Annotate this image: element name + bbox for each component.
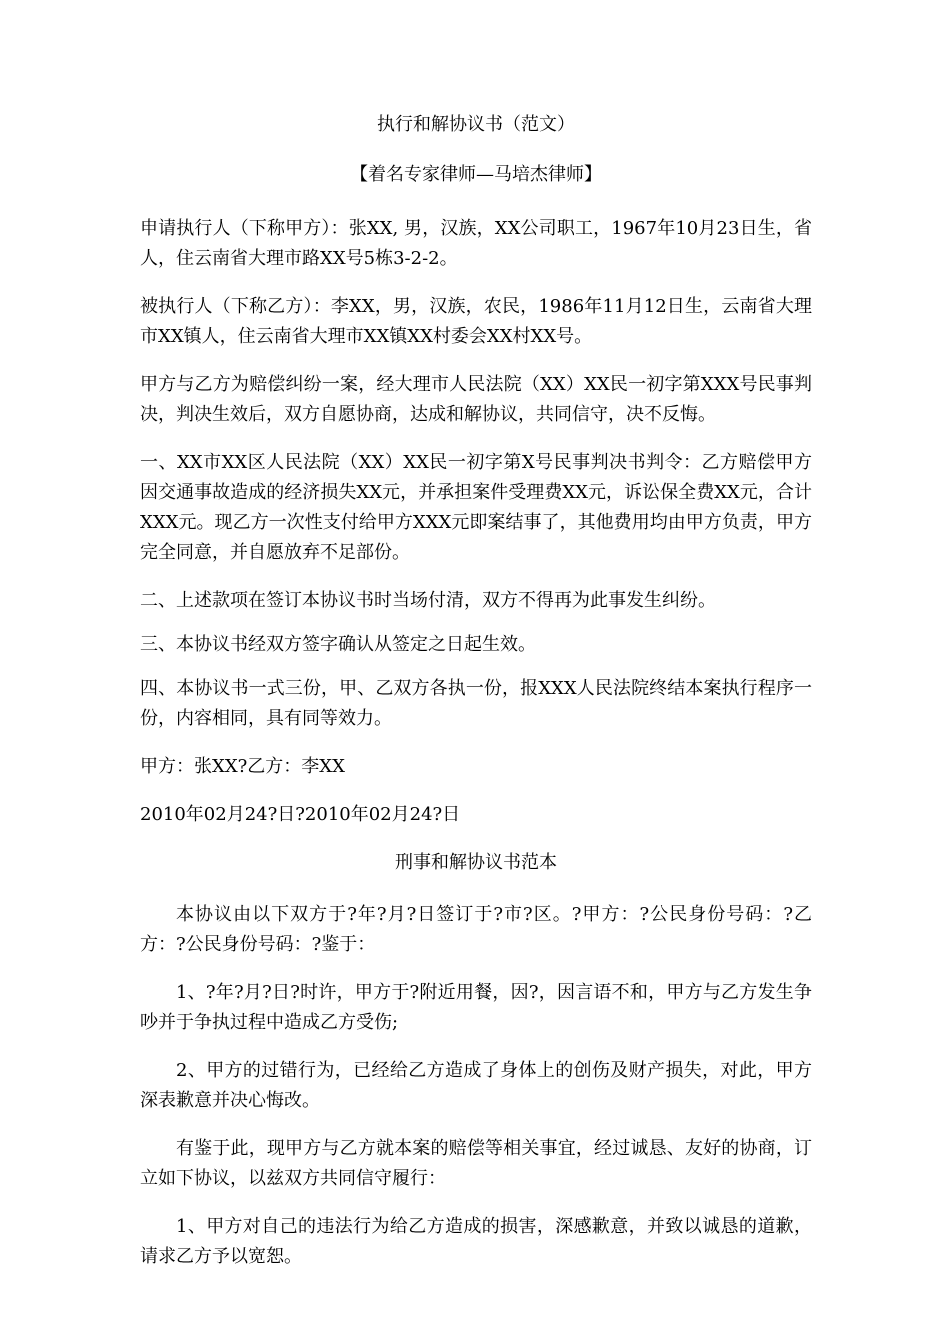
recital-2-paragraph: 2、甲方的过错行为，已经给乙方造成了身体上的创伤及财产损失，对此，甲方深表歉意并决心悔改。 [140, 1060, 812, 1111]
second-document-title: 刑事和解协议书范本 [395, 852, 557, 873]
party-a-paragraph: 申请执行人（下称甲方）：张XX, 男，汉族，XX公司职工，1967年10月23日生，省人，住云南省大理市路XX号5栋3-2-2。 [140, 218, 812, 269]
second-intro-paragraph: 本协议由以下双方于?年?月?日签订于?市?区。?甲方：?公民身份号码：?乙方：?公民身份号码：?鉴于： [140, 904, 812, 955]
clause-2-paragraph: 二、上述款项在签订本协议书时当场付清，双方不得再为此事发生纠纷。 [140, 590, 716, 611]
dates-line: 2010年02月24?日?2010年02月24?日 [140, 804, 461, 825]
document-title: 执行和解协议书（范文） [377, 114, 575, 135]
preamble-paragraph: 有鉴于此，现甲方与乙方就本案的赔偿等相关事宜，经过诚恳、友好的协商，订立如下协议，以兹双方共同信守履行： [140, 1138, 812, 1189]
recital-1-paragraph: 1、?年?月?日?时许，甲方于?附近用餐，因?，因言语不和，甲方与乙方发生争吵并于争执过程中造成乙方受伤; [140, 982, 812, 1033]
document-page [140, 110, 812, 1290]
clause-4-paragraph: 四、本协议书一式三份，甲、乙双方各执一份，报XXX人民法院终结本案执行程序一份，内容相同，具有同等效力。 [140, 678, 812, 729]
document-subtitle: 【着名专家律师—马培杰律师】 [350, 164, 602, 185]
clause-3-paragraph: 三、本协议书经双方签字确认从签定之日起生效。 [140, 634, 536, 655]
agreement-1-paragraph: 1、甲方对自己的违法行为给乙方造成的损害，深感歉意，并致以诚恳的道歉，请求乙方予以宽恕。 [140, 1216, 812, 1267]
intro-paragraph: 甲方与乙方为赔偿纠纷一案，经大理市人民法院（XX）XX民一初字第XXX号民事判决，判决生效后，双方自愿协商，达成和解协议，共同信守，决不反悔。 [140, 374, 812, 425]
party-b-paragraph: 被执行人（下称乙方）：李XX，男，汉族，农民，1986年11月12日生，云南省大理市XX镇人，住云南省大理市XX镇XX村委会XX村XX号。 [140, 296, 812, 347]
clause-1-paragraph: 一、XX市XX区人民法院（XX）XX民一初字第X号民事判决书判令：乙方赔偿甲方因交通事故造成的经济损失XX元，并承担案件受理费XX元，诉讼保全费XX元，合计XXX元。现乙方一次性支付给甲方XXX元即案结事了，其他费用均由甲方负责，甲方完全同意，并自愿放弃不足部份。 [140, 452, 812, 563]
signatures-line: 甲方：张XX?乙方：李XX [140, 756, 345, 777]
